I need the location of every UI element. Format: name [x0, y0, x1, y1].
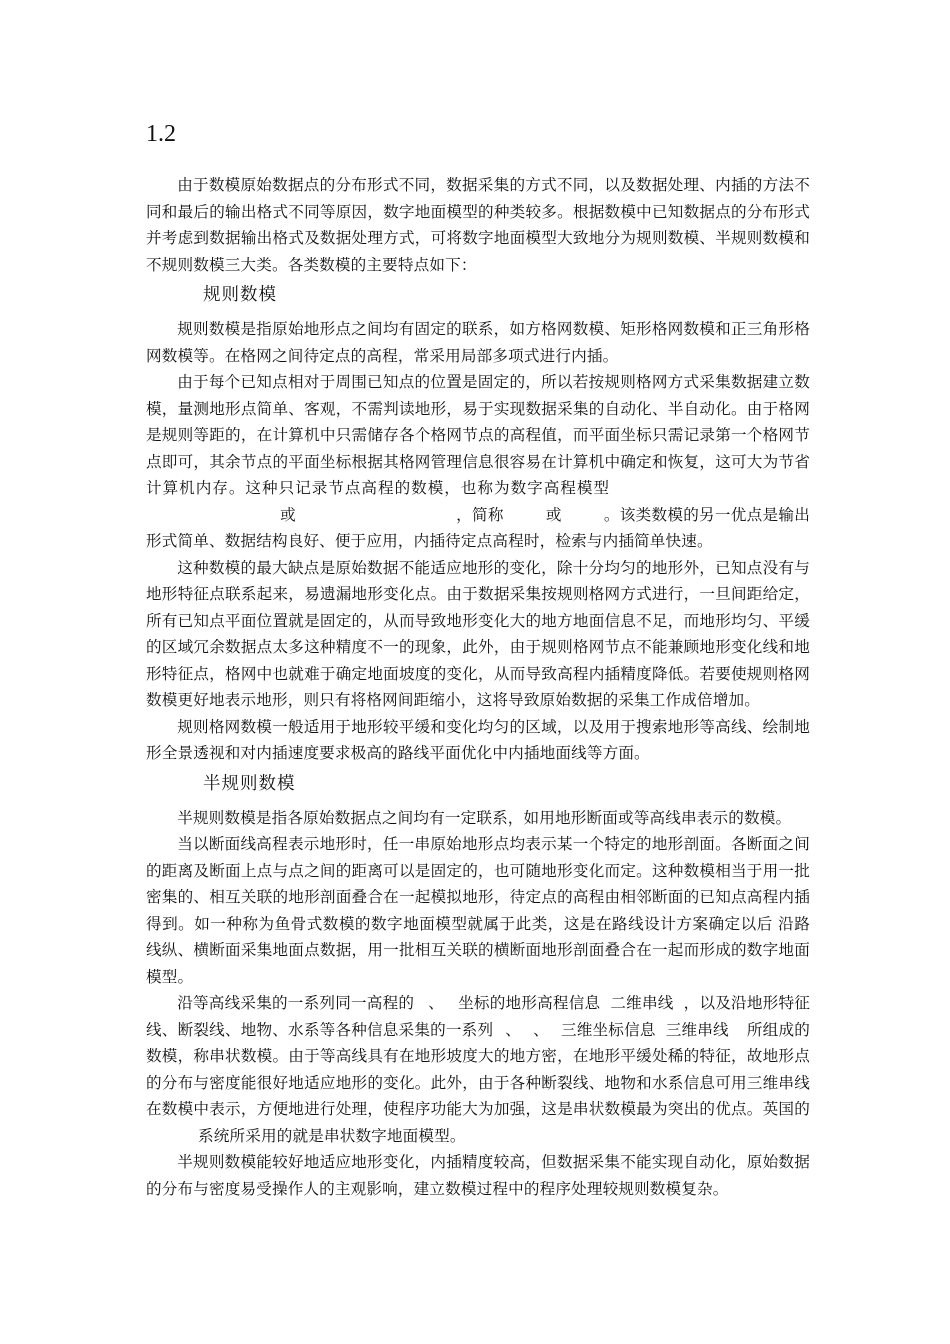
semi-p3-text-c: 坐标的地形高程信息 — [458, 994, 601, 1012]
heading-regular-dem: 规则数模 — [203, 285, 277, 305]
semi-paragraph-3 — [146, 990, 810, 1149]
regular-p2-or-1: 或 — [280, 505, 296, 524]
intro-paragraph: 由于数模原始数据点的分布形式不同，数据采集的方式不同，以及数据处理、内插的方法不同和最后的输出格式不同等原因，数字地面模型的种类较多。根据数模中已知数据点的分布形式并考虑到数据输出格式及数据处理方式，可将数字地面模型大致地分为规则数模、半规则数模和不规则数模三大类。各类数模的主要特点如下： — [146, 176, 810, 274]
semi-p3-text-h: 三维坐标信息 — [560, 1020, 656, 1039]
semi-p3-text-f: 、 — [505, 1020, 522, 1039]
regular-p2-text-b: 。该类数模的另一优点是输出形式简单、数据结构良好、便于应用，内插待定点高程时，检索与内插简单快速。 — [146, 505, 811, 550]
heading-semi-regular-dem: 半规则数模 — [203, 773, 296, 794]
document-body — [146, 172, 810, 1202]
semi-p3-text-d: 二维串线 — [610, 994, 674, 1012]
semi-paragraph-2: 当以断面线高程表示地形时，任一串原始地形点均表示某一个特定的地形剖面。各断面之间的距离及断面上点与点之间的距离可以是固定的，也可随地形变化而定。这种数模相当于用一批密集的、相互关联的地形剖面叠合在一起模拟地形，待定点的高程由相邻断面的已知点高程内插得到。如一种称为鱼骨式数模的数字地面模型就属于此类，这是在路线设计方案确定以后 沿路线纵、横断面采集地面点数据，用一批相互关联的横断面地形剖面叠合在一起而形成的数字地面模型。 — [146, 835, 810, 986]
regular-p2-abbr: ，简称 — [456, 505, 504, 524]
semi-p3-text-a: 沿等高线采集的一系列同一高程的 — [177, 994, 415, 1012]
semi-p3-text-i: 三维串线 — [665, 1020, 729, 1039]
regular-p2-or-2: 或 — [545, 505, 562, 524]
regular-paragraph-4: 规则格网数模一般适用于地形较平缓和变化均匀的区域，以及用于搜索地形等高线、绘制地形全景透视和对内插速度要求极高的路线平面优化中内插地面线等方面。 — [146, 717, 810, 762]
semi-p3-text-b: 、 — [428, 994, 445, 1012]
semi-p3-text-k: 系统所采用的就是串状数字地面模型。 — [198, 1126, 466, 1145]
regular-p2-text-a: 由于每个已知点相对于周围已知点的位置是固定的，所以若按规则格网方式采集数据建立数模，量测地形点简单、客观，不需判读地形，易于实现数据采集的自动化、半自动化。由于格网是规则等距的，在计算机中只需储存各个格网节点的高程值，而平面坐标只需记录第一个格网节点即可，其余节点的平面坐标根据其格网管理信息很容易在计算机中确定和恢复，这可大为节省计算机内存。这种只记录节点高程的数模，也称为数字高程模型 — [146, 373, 810, 497]
semi-p3-text-j: 所组成的数模，称串状数模。由于等高线具有在地形坡度大的地方密，在地形平缓处稀的特征，故地形点的分布与密度能很好地适应地形的变化。此外，由于各种断裂线、地物和水系信息可用三维串线在数模中表示，方便地进行处理，使程序功能大为加强，这是串状数模最为突出的优点。英国的 — [146, 1020, 810, 1118]
semi-p3-text-e: ，以及沿地形特征线、断裂线、地物、水系等各种信息采集的一系列 — [146, 994, 810, 1039]
semi-paragraph-4: 半规则数模能较好地适应地形变化，内插精度较高，但数据采集不能实现自动化，原始数据的分布与密度易受操作人的主观影响，建立数模过程中的程序处理较规则数模复杂。 — [146, 1153, 810, 1198]
section-number: 1.2 — [146, 121, 176, 147]
regular-paragraph-1: 规则数模是指原始地形点之间均有固定的联系，如方格网数模、矩形格网数模和正三角形格网数模等。在格网之间待定点的高程，常采用局部多项式进行内插。 — [146, 320, 810, 365]
regular-paragraph-3: 这种数模的最大缺点是原始数据不能适应地形的变化，除十分均匀的地形外，已知点没有与地形特征点联系起来，易遗漏地形变化点。由于数据采集按规则格网方式进行，一旦间距给定，所有已知点平面位置就是固定的，从而导致地形变化大的地方地面信息不足，而地形均匀、平缓的区域冗余数据点太多这种精度不一的现象，此外，由于规则格网节点不能兼顾地形变化线和地形特征点，格网中也就难于确定地面坡度的变化，从而导致高程内插精度降低。若要使规则格网数模更好地表示地形，则只有将格网间距缩小，这将导致原始数据的采集工作成倍增加。 — [146, 558, 810, 709]
semi-p3-text-g: 、 — [533, 1020, 549, 1039]
semi-paragraph-1: 半规则数模是指各原始数据点之间均有一定联系，如用地形断面或等高线串表示的数模。 — [177, 808, 792, 827]
regular-paragraph-2 — [146, 369, 810, 555]
